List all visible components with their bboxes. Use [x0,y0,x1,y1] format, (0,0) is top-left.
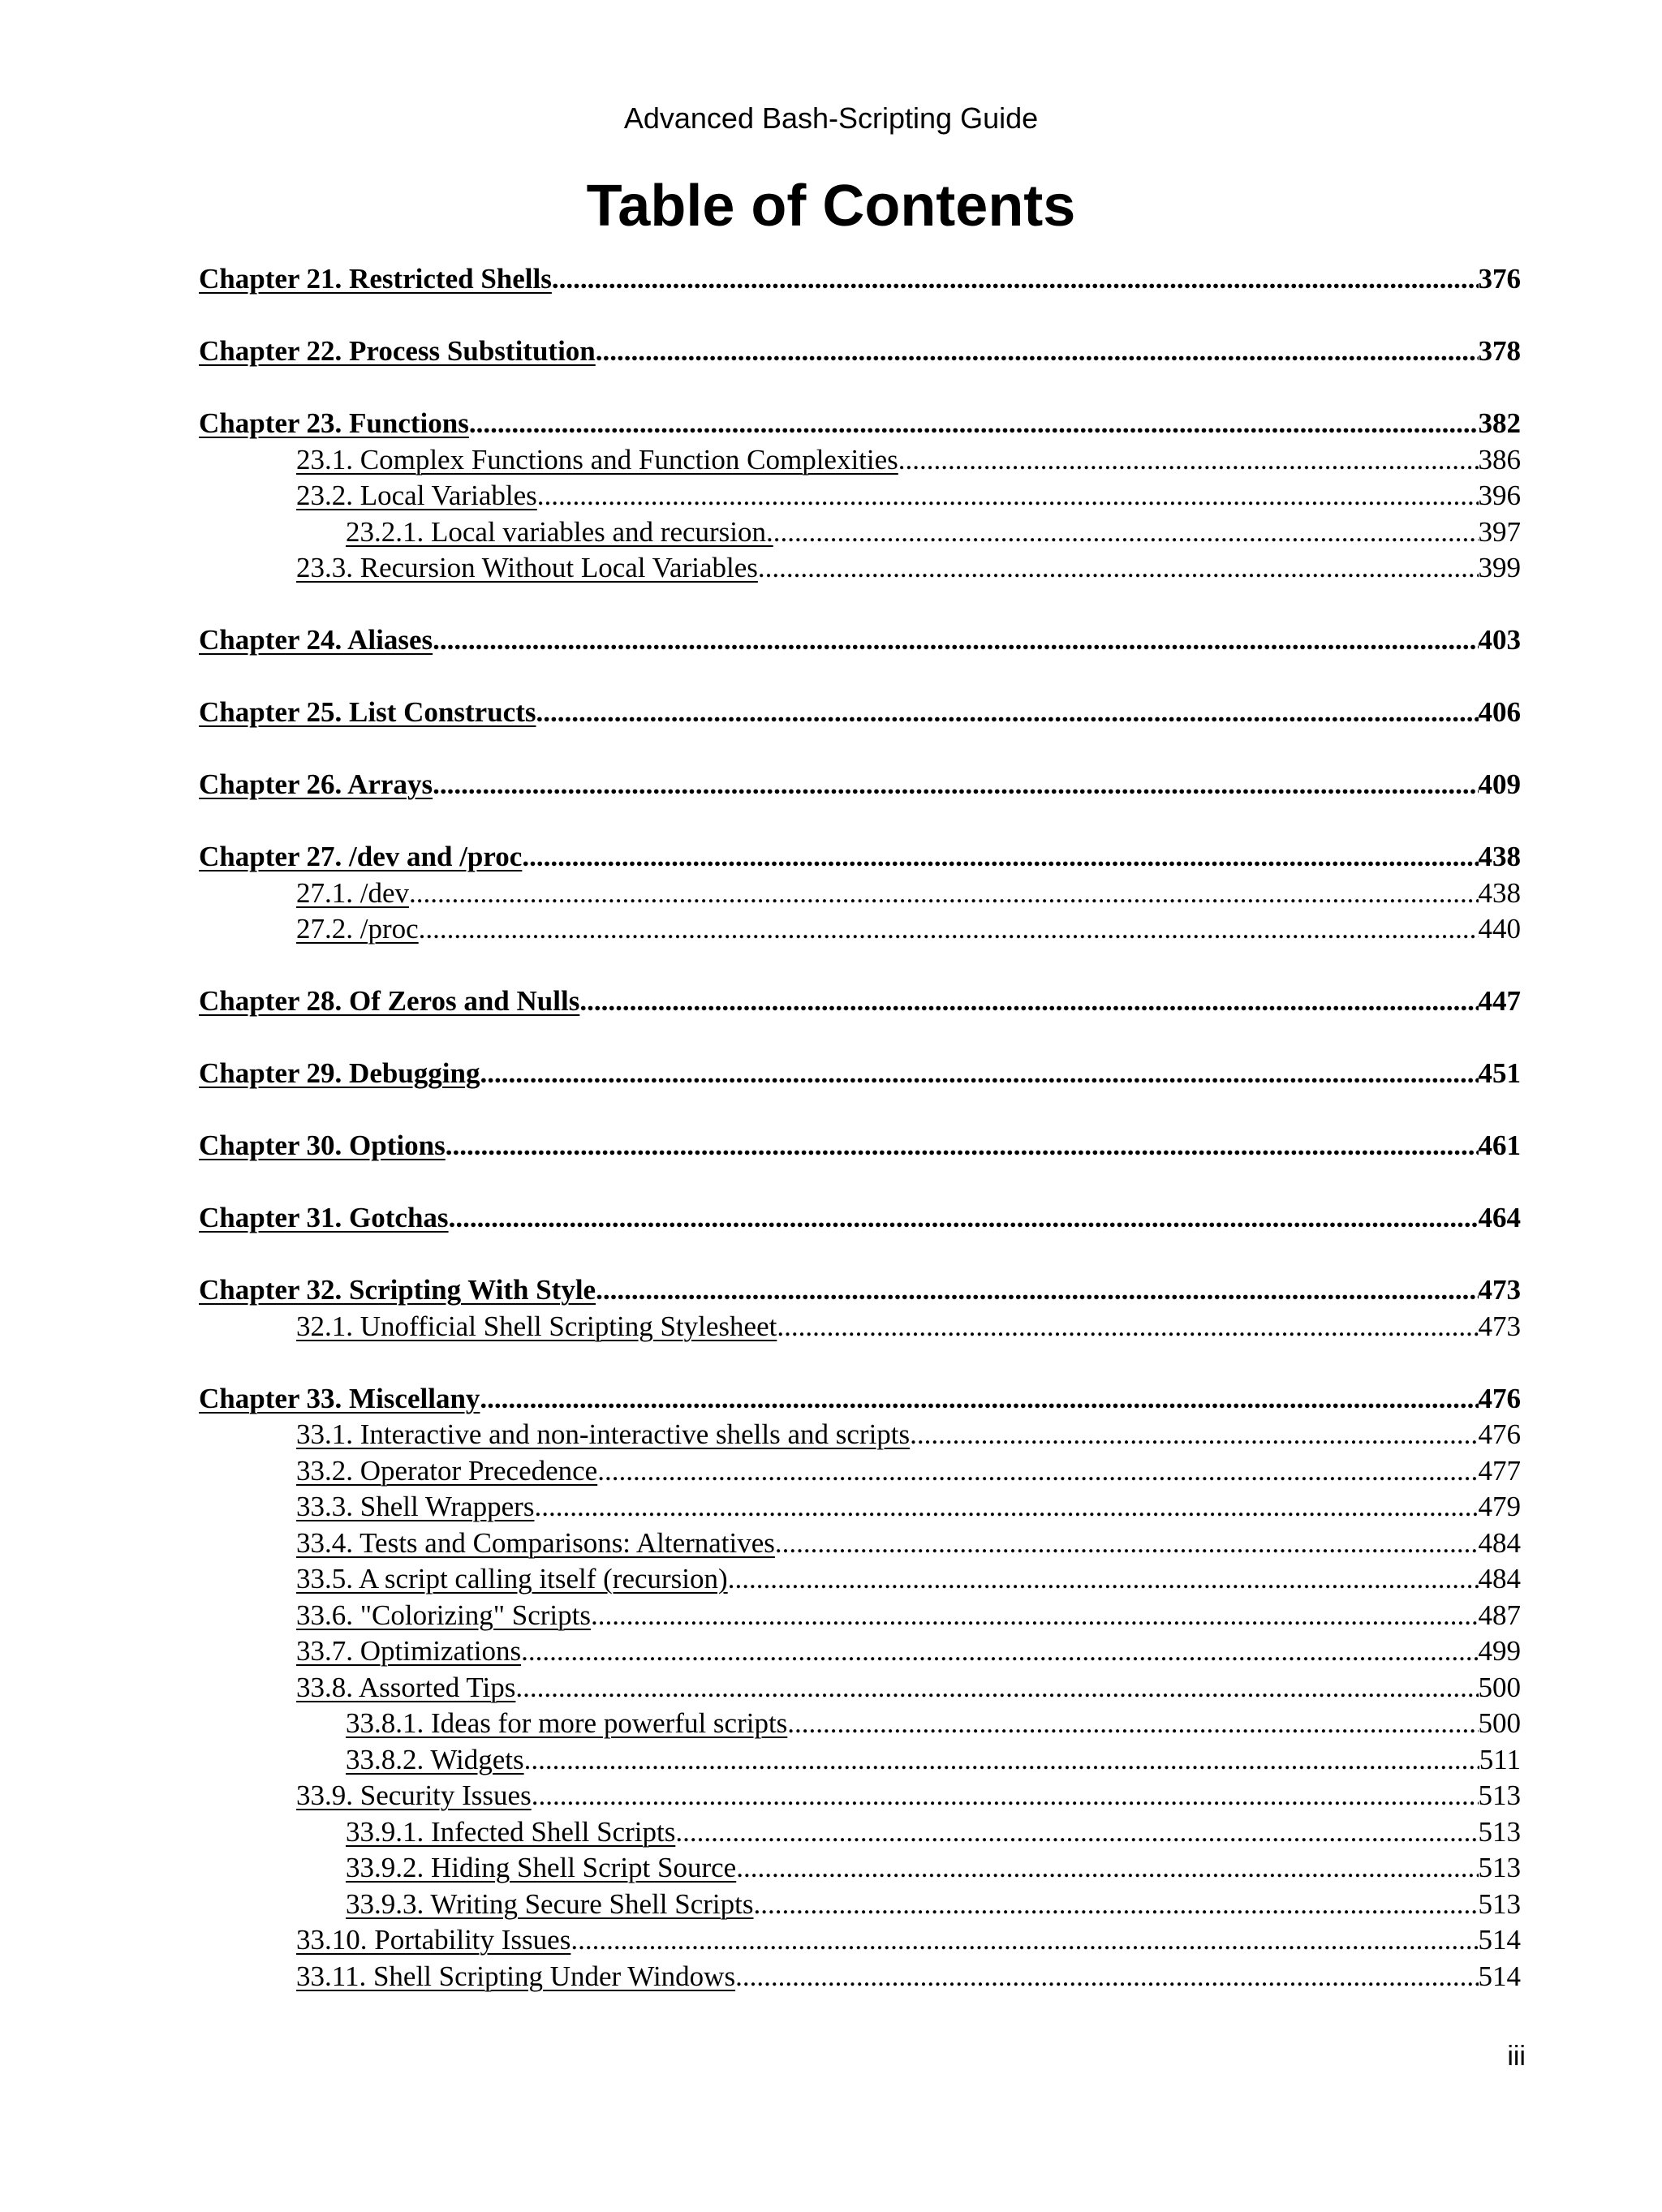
toc-entry-link[interactable]: 27.2. /proc [296,913,419,945]
toc-entry-link[interactable]: 33.10. Portability Issues [296,1924,571,1956]
dot-leader [521,1633,1478,1670]
dot-leader [728,1561,1479,1598]
toc-section-entry [199,442,1521,479]
toc-entry-link[interactable]: 33.7. Optimizations [296,1635,522,1667]
toc-chapter-entry [199,622,1521,659]
dot-leader [753,1887,1478,1923]
page-title: Table of Contents [586,174,1076,239]
toc-page-number: 399 [1478,552,1521,583]
toc-section-entry [199,1489,1521,1526]
toc-page-number: 500 [1478,1707,1521,1739]
dot-leader [449,1200,1479,1237]
toc-section-entry [199,1417,1521,1453]
toc-section-entry [199,478,1521,514]
toc-entry-link[interactable]: 33.8.2. Widgets [346,1743,524,1775]
toc-chapter-entry [199,983,1521,1020]
toc-chapter-entry [199,1200,1521,1237]
toc-page-number: 499 [1478,1635,1521,1667]
dot-leader [480,1056,1478,1092]
toc-page-number: 447 [1478,985,1521,1017]
toc-page-number: 464 [1478,1202,1521,1233]
toc-entry-link[interactable]: 33.5. A script calling itself (recursion) [296,1563,728,1594]
dot-leader [571,1922,1478,1959]
dot-leader [524,1742,1479,1779]
toc-entry-link[interactable]: Chapter 22. Process Substitution [199,335,596,367]
toc-section-entry [199,1706,1521,1742]
toc-entry-link[interactable]: 33.3. Shell Wrappers [296,1491,535,1522]
toc-section-entry [199,1850,1521,1887]
dot-leader [534,1489,1478,1526]
toc-page-number: 378 [1478,335,1521,367]
toc-page-number: 386 [1478,443,1521,476]
toc-page-number: 476 [1478,1418,1521,1450]
dot-leader [775,1526,1479,1562]
toc-page-number: 513 [1478,1779,1521,1811]
dot-leader [579,983,1478,1020]
toc-entry-link[interactable]: 33.2. Operator Precedence [296,1454,598,1487]
dot-leader [758,550,1479,587]
toc-section-entry [199,1959,1521,1995]
dot-leader [735,1959,1478,1995]
dot-leader [537,478,1479,514]
toc-chapter-entry [199,695,1521,731]
toc-entry-link[interactable]: 33.6. "Colorizing" Scripts [296,1599,592,1631]
toc-chapter-entry [199,839,1521,876]
toc-section-entry [199,1778,1521,1814]
dot-leader [898,442,1479,479]
toc-page-number: 484 [1478,1563,1521,1594]
toc-entry-link[interactable]: 23.3. Recursion Without Local Variables [296,552,758,583]
dot-leader [433,622,1478,659]
toc-section-entry [199,911,1521,948]
dot-leader [522,839,1478,876]
toc-page-number: 438 [1478,876,1521,909]
dot-leader [419,911,1479,948]
dot-leader [736,1850,1478,1887]
toc-page-number: 406 [1478,696,1521,728]
toc-entry-link[interactable]: 33.1. Interactive and non-interactive shells and scripts [296,1418,911,1450]
toc-section-entry [199,1309,1521,1345]
toc-section-entry [199,1814,1521,1851]
dot-leader [433,767,1478,803]
toc-section-entry [199,550,1521,587]
toc-entry-link[interactable]: Chapter 30. Options [199,1130,446,1161]
toc-entry-link[interactable]: 32.1. Unofficial Shell Scripting Stylesheet [296,1310,777,1342]
dot-leader [596,334,1479,370]
toc-chapter-entry [199,261,1521,298]
dot-leader [532,1778,1479,1814]
toc-chapter-entry [199,1128,1521,1164]
toc-chapter-entry [199,1381,1521,1418]
dot-leader [910,1417,1478,1453]
toc-entry-link[interactable]: Chapter 26. Arrays [199,768,433,800]
toc-entry-link[interactable]: Chapter 33. Miscellany [199,1382,480,1414]
toc-entry-link[interactable]: Chapter 24. Aliases [199,624,433,656]
toc-entry-link[interactable]: Chapter 31. Gotchas [199,1202,449,1233]
toc-entry-link[interactable]: Chapter 27. /dev and /proc [199,841,523,872]
toc-entry-link[interactable]: 23.1. Complex Functions and Function Complexities [296,443,898,476]
table-of-contents [199,261,1521,1995]
toc-entry-link[interactable]: 23.2.1. Local variables and recursion. [346,515,773,548]
toc-page-number: 382 [1478,407,1521,439]
toc-page-number: 473 [1478,1274,1521,1306]
toc-entry-link[interactable]: 33.8.1. Ideas for more powerful scripts [346,1707,788,1739]
dot-leader [591,1598,1478,1634]
toc-entry-link[interactable]: Chapter 25. List Constructs [199,696,536,728]
toc-entry-link[interactable]: Chapter 28. Of Zeros and Nulls [199,985,580,1017]
toc-page-number: 403 [1478,624,1521,656]
dot-leader [596,1272,1478,1309]
toc-page-number: 473 [1478,1310,1521,1342]
toc-section-entry [199,1598,1521,1634]
toc-chapter-entry [199,767,1521,803]
toc-section-entry [199,876,1521,912]
toc-section-entry [199,1742,1521,1779]
toc-page-number: 438 [1478,841,1521,872]
toc-page-number: 476 [1478,1382,1521,1414]
toc-entry-link[interactable]: Chapter 23. Functions [199,407,469,439]
toc-entry-link[interactable]: 33.8. Assorted Tips [296,1671,516,1703]
dot-leader [469,406,1479,442]
toc-chapter-entry [199,1272,1521,1309]
toc-page-number: 500 [1478,1671,1521,1703]
toc-entry-link[interactable]: Chapter 32. Scripting With Style [199,1274,596,1306]
dot-leader [787,1706,1478,1742]
dot-leader [536,695,1478,731]
dot-leader [480,1381,1478,1418]
toc-page-number: 513 [1478,1815,1521,1848]
toc-section-entry [199,1922,1521,1959]
dot-leader [777,1309,1478,1345]
toc-page-number: 477 [1478,1454,1521,1487]
dot-leader [446,1128,1479,1164]
toc-page-number: 440 [1478,913,1521,945]
toc-entry-link[interactable]: 33.9.3. Writing Secure Shell Scripts [346,1887,754,1920]
toc-section-entry [199,514,1521,551]
toc-section-entry [199,1887,1521,1923]
toc-chapter-entry [199,1056,1521,1092]
toc-entry-link[interactable]: 33.9.2. Hiding Shell Script Source [346,1852,737,1883]
dot-leader [675,1814,1478,1851]
toc-chapter-entry [199,406,1521,442]
toc-page-number: 514 [1478,1924,1521,1956]
toc-page-number: 514 [1478,1960,1521,1992]
dot-leader [597,1453,1478,1490]
toc-entry-link[interactable]: 33.11. Shell Scripting Under Windows [296,1960,736,1992]
toc-page-number: 396 [1478,480,1521,511]
toc-entry-link[interactable]: Chapter 29. Debugging [199,1057,480,1089]
toc-page-number: 451 [1478,1057,1521,1089]
toc-page-number: 461 [1478,1130,1521,1161]
toc-page-number: 511 [1479,1743,1521,1775]
dot-leader [773,514,1479,551]
running-head: Advanced Bash-Scripting Guide [623,101,1039,135]
dot-leader [515,1670,1478,1706]
toc-entry-link[interactable]: 33.9. Security Issues [296,1779,532,1811]
toc-section-entry [199,1526,1521,1562]
toc-entry-link[interactable]: Chapter 21. Restricted Shells [199,263,552,295]
toc-section-entry [199,1670,1521,1706]
toc-page-number: 376 [1478,263,1521,295]
toc-page-number: 397 [1478,515,1521,548]
toc-page-number: 487 [1478,1599,1521,1631]
toc-section-entry [199,1561,1521,1598]
toc-page-number: 479 [1478,1491,1521,1522]
toc-entry-link[interactable]: 33.9.1. Infected Shell Scripts [346,1815,676,1848]
toc-page-number: 513 [1478,1852,1521,1883]
toc-entry-link[interactable]: 27.1. /dev [296,876,410,909]
toc-entry-link[interactable]: 33.4. Tests and Comparisons: Alternatives [296,1526,775,1559]
page-number: iii [1507,2041,1526,2072]
toc-entry-link[interactable]: 23.2. Local Variables [296,480,537,511]
toc-section-entry [199,1633,1521,1670]
dot-leader [552,261,1479,298]
dot-leader [409,876,1478,912]
toc-section-entry [199,1453,1521,1490]
toc-page-number: 409 [1478,768,1521,800]
toc-page-number: 513 [1478,1887,1521,1920]
toc-chapter-entry [199,334,1521,370]
toc-page-number: 484 [1478,1526,1521,1559]
